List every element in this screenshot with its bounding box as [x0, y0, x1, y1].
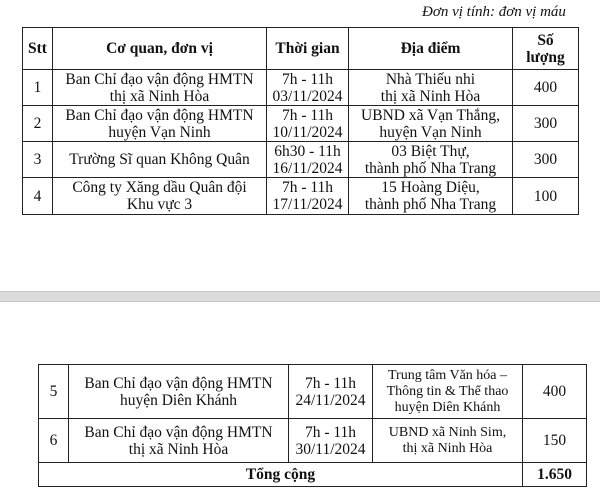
- time-line: 7h - 11h: [281, 179, 334, 196]
- date-line: 17/11/2024: [272, 196, 343, 213]
- total-label: Tổng cộng: [39, 463, 523, 487]
- cell-agency: [69, 419, 289, 463]
- location-line: huyện Diên Khánh: [394, 399, 501, 415]
- table-row: [23, 106, 579, 142]
- agency-line: Ban Chỉ đạo vận động HMTN: [84, 374, 273, 392]
- header-quantity: [513, 28, 579, 70]
- location-line: 03 Biệt Thự,: [391, 142, 470, 160]
- time-line: 7h - 11h: [304, 374, 357, 392]
- cell-location: [349, 70, 513, 106]
- cell-quantity: 300: [513, 142, 579, 178]
- header-agency: Cơ quan, đơn vị: [53, 28, 267, 70]
- time-line: 6h30 - 11h: [274, 142, 341, 160]
- agency-line: Trường Sĩ quan Không Quân: [69, 151, 250, 168]
- cell-time: [289, 419, 373, 463]
- table-row: [39, 419, 587, 463]
- location-line: thị xã Ninh Hòa: [402, 440, 493, 456]
- agency-line: Ban Chỉ đạo vận động HMTN: [65, 70, 254, 88]
- agency-line: Công ty Xăng dầu Quân đội: [72, 179, 247, 196]
- cell-stt: 4: [23, 178, 53, 215]
- header-stt: Stt: [23, 28, 53, 70]
- cell-agency: [69, 365, 289, 419]
- cell-agency: [53, 106, 267, 142]
- cell-stt: 2: [23, 106, 53, 142]
- blood-donation-table-page2: [38, 364, 587, 487]
- location-line: UBND xã Vạn Thắng,: [361, 106, 500, 124]
- time-line: 7h - 11h: [281, 106, 334, 124]
- cell-agency: [53, 70, 267, 106]
- date-line: 16/11/2024: [272, 159, 343, 177]
- date-line: 30/11/2024: [295, 440, 366, 458]
- agency-line: huyện Diên Khánh: [119, 391, 238, 409]
- agency-line: Ban Chỉ đạo vận động HMTN: [84, 423, 273, 441]
- agency-line: thị xã Ninh Hòa: [109, 87, 210, 105]
- cell-time: [267, 70, 349, 106]
- blood-donation-table-page1: [22, 27, 579, 215]
- cell-stt: 6: [39, 419, 69, 463]
- unit-note: Đơn vị tính: đơn vị máu: [422, 4, 566, 20]
- time-line: 7h - 11h: [304, 423, 357, 441]
- location-line: Thông tin & Thể thao: [386, 383, 509, 399]
- total-row: [39, 463, 587, 487]
- agency-line: thị xã Ninh Hòa: [128, 440, 229, 458]
- cell-location: [373, 419, 523, 463]
- date-line: 03/11/2024: [272, 87, 343, 105]
- location-line: thành phố Nha Trang: [364, 196, 497, 213]
- header-quantity-line2: lượng: [526, 48, 565, 66]
- cell-quantity: 300: [513, 106, 579, 142]
- cell-stt: 5: [39, 365, 69, 419]
- date-line: 24/11/2024: [295, 391, 366, 409]
- table-row: [23, 142, 579, 178]
- cell-location: [349, 106, 513, 142]
- cell-time: [267, 178, 349, 215]
- location-line: thành phố Nha Trang: [364, 159, 497, 177]
- agency-line: Ban Chỉ đạo vận động HMTN: [65, 106, 254, 124]
- cell-location: [349, 178, 513, 215]
- location-line: huyện Vạn Ninh: [379, 123, 482, 141]
- cell-agency: [53, 142, 267, 178]
- cell-quantity: 400: [513, 70, 579, 106]
- cell-location: [349, 142, 513, 178]
- page-break-divider: [0, 291, 600, 302]
- cell-stt: 3: [23, 142, 53, 178]
- cell-time: [267, 142, 349, 178]
- header-location: Địa điểm: [349, 28, 513, 70]
- agency-line: huyện Vạn Ninh: [108, 123, 211, 141]
- header-row: [23, 28, 579, 70]
- location-line: Trung tâm Văn hóa –: [388, 367, 507, 383]
- table-row: [23, 70, 579, 106]
- header-quantity-line1: Số: [537, 31, 554, 49]
- header-time: Thời gian: [267, 28, 349, 70]
- agency-line: Khu vực 3: [126, 196, 193, 213]
- cell-quantity: 150: [523, 419, 587, 463]
- cell-quantity: 100: [513, 178, 579, 215]
- location-line: 15 Hoàng Diệu,: [381, 179, 480, 196]
- location-line: Nhà Thiếu nhi: [385, 70, 476, 88]
- location-line: UBND xã Ninh Sim,: [388, 424, 507, 440]
- cell-location: [373, 365, 523, 419]
- cell-quantity: 400: [523, 365, 587, 419]
- date-line: 10/11/2024: [272, 123, 343, 141]
- table-row: [39, 365, 587, 419]
- cell-stt: 1: [23, 70, 53, 106]
- cell-time: [289, 365, 373, 419]
- cell-agency: [53, 178, 267, 215]
- location-line: thị xã Ninh Hòa: [380, 87, 481, 105]
- total-value: 1.650: [523, 463, 587, 487]
- time-line: 7h - 11h: [281, 70, 334, 88]
- table-row: [23, 178, 579, 215]
- cell-time: [267, 106, 349, 142]
